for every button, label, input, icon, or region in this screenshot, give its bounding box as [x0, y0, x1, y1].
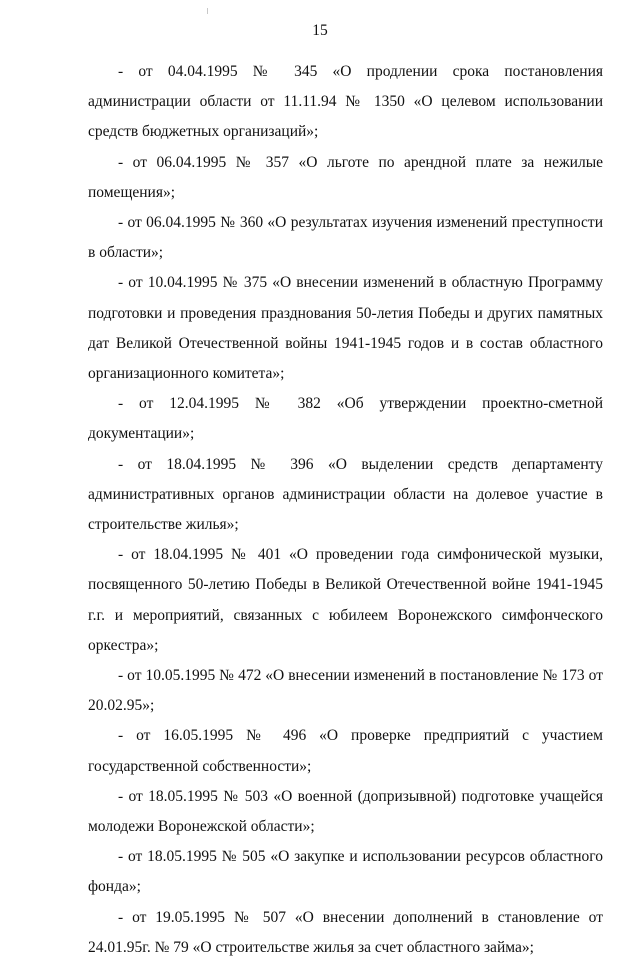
list-item: - от 18.05.1995 № 503 «О военной (допризывной) подготовке учащейся молодежи Воронежской области»;: [88, 787, 603, 836]
list-item: - от 18.04.1995 № 401 «О проведении года симфонической музыки, посвященного 50-летию Победы в Великой Отечественной войне 1941-1945 г.г. и мероприятий, связанных с юбилеем Воронежского симфонческого оркестра»;: [88, 546, 603, 654]
scan-mark: [207, 8, 208, 14]
list-item: - от 10.05.1995 № 472 «О внесении изменений в постановление № 173 от 20.02.95»;: [88, 667, 603, 715]
list-item: - от 06.04.1995 № 360 «О результатах изучения изменений преступности в области»;: [88, 214, 603, 262]
list-item: - от 10.04.1995 № 375 «О внесении изменений в областную Программу подготовки и проведения празднования 50-летия Победы и других памятных дат Великой Отечественной войны 1941-1945 годов и в состав областного организационного комитета»;: [88, 274, 603, 383]
list-item: - от 16.05.1995 № 496 «О проверке предприятий с участием государственной собственности»;: [88, 727, 603, 775]
page-number: 15: [312, 22, 328, 39]
list-item: - от 19.05.1995 № 507 «О внесении дополнений в становление от 24.01.95г. № 79 «О строительстве жилья за счет областного займа»;: [88, 908, 603, 956]
list-item: - от 18.04.1995 № 396 «О выделении средств департаменту административных органов администрации области на долевое участие в строительстве жилья»;: [88, 455, 603, 534]
list-item: - от 18.05.1995 № 505 «О закупке и использовании ресурсов областного фонда»;: [88, 848, 603, 896]
list-item: - от 12.04.1995 № 382 «Об утверждении проектно-сметной документации»;: [88, 395, 603, 443]
resolution-list: [88, 57, 603, 963]
list-item: - от 06.04.1995 № 357 «О льготе по арендной плате за нежилые помещения»;: [88, 153, 603, 201]
list-item: - от 04.04.1995 № 345 «О продлении срока постановления администрации области от 11.11.94 № 1350 «О целевом использовании средств бюджетных организаций»;: [88, 63, 603, 141]
